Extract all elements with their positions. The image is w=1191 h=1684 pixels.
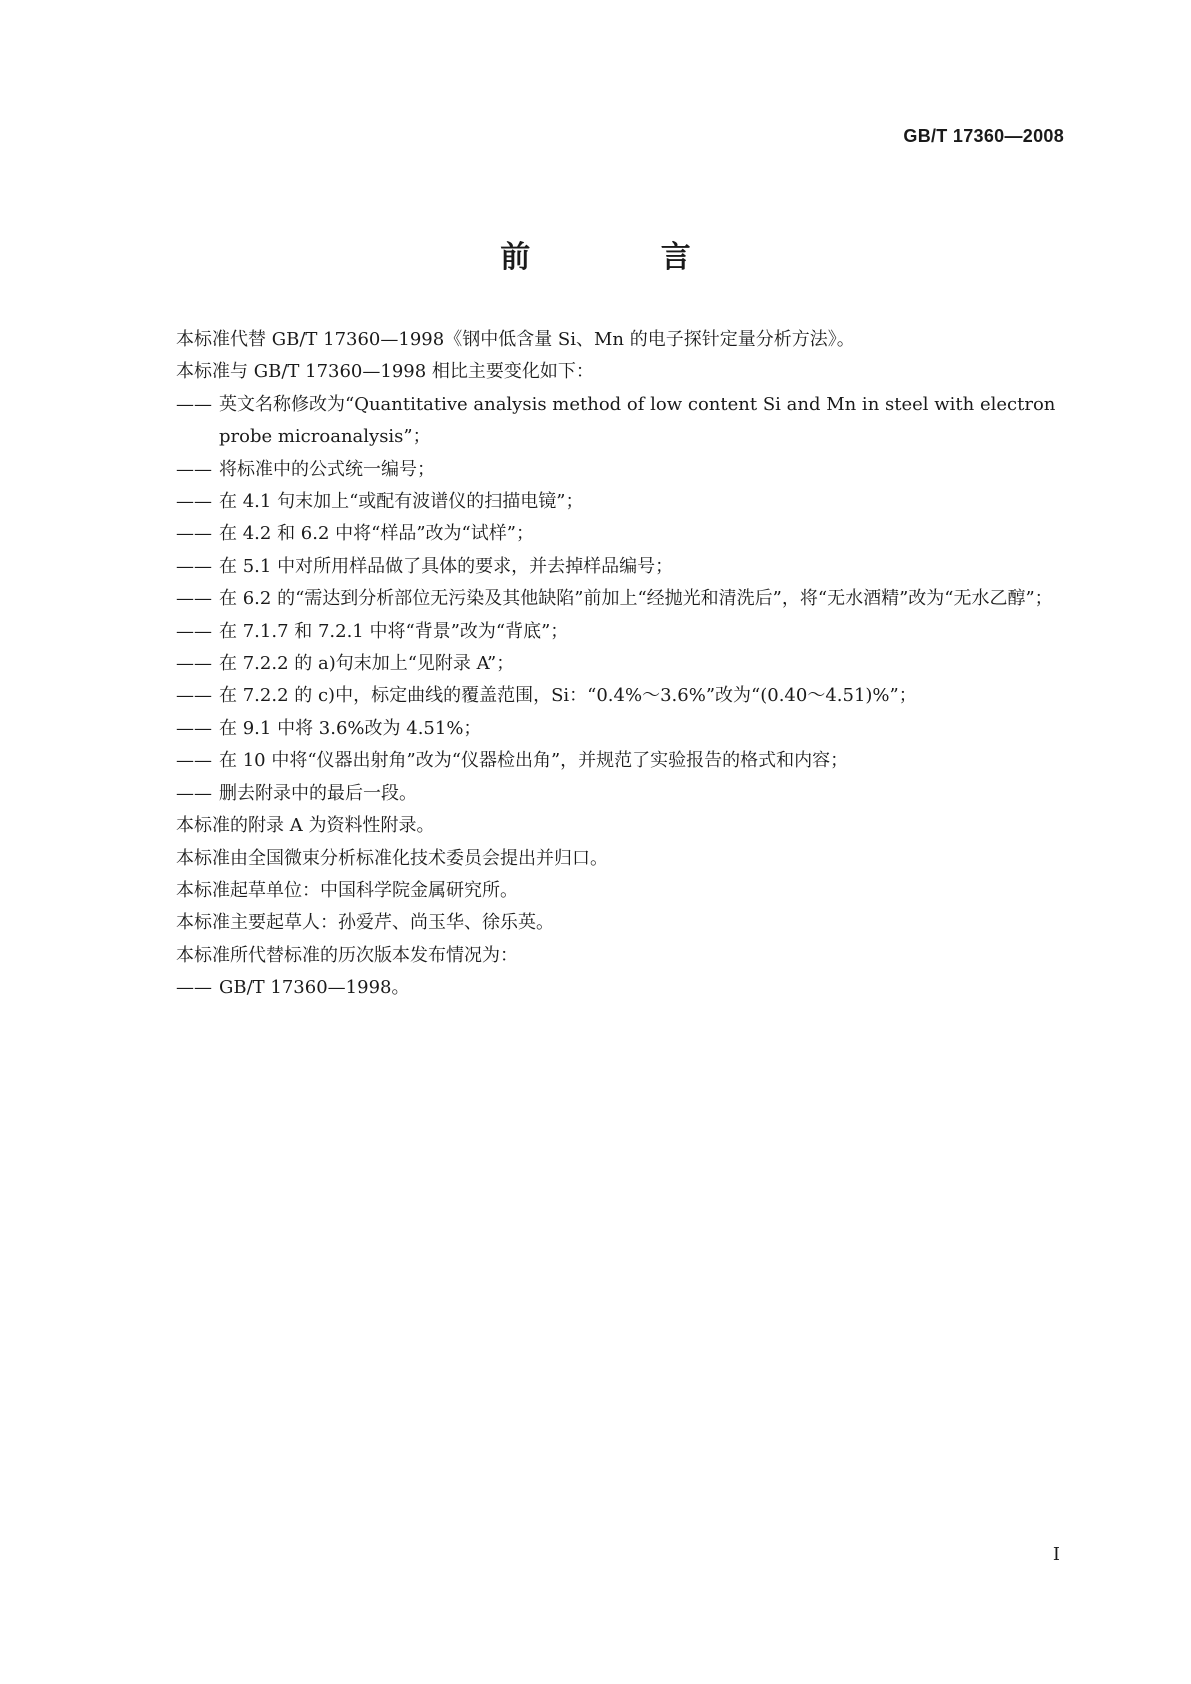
page-number: I: [1052, 1544, 1060, 1565]
dash-marker: ——: [176, 717, 212, 739]
dash-marker: ——: [176, 458, 212, 480]
closing-paragraph-annex: 本标准的附录 A 为资料性附录。: [176, 815, 435, 837]
dash-marker: ——: [176, 588, 212, 610]
list-item-text: 在 4.1 句末加上“或配有波谱仪的扫描电镜”；: [219, 491, 584, 513]
list-item-text: 在 7.1.7 和 7.2.1 中将“背景”改为“背底”；: [219, 620, 569, 642]
list-item: [176, 648, 1056, 680]
list-item: [176, 680, 1056, 712]
dash-marker: ——: [176, 620, 212, 642]
list-item-text: 在 10 中将“仪器出射角”改为“仪器检出角”，并规范了实验报告的格式和内容；: [219, 750, 849, 772]
dash-marker: ——: [176, 685, 212, 707]
dash-marker: ——: [176, 491, 212, 513]
list-item-text: 英文名称修改为“Quantitative analysis method of low content Si and Mn in steel with electron probe microanalysis”；: [219, 393, 1056, 448]
list-item: [176, 616, 1056, 648]
list-item-text: 在 9.1 中将 3.6%改为 4.51%；: [219, 717, 482, 739]
closing-paragraph-drafting-unit: 本标准起草单位：中国科学院金属研究所。: [176, 879, 518, 901]
list-item-text: 删去附录中的最后一段。: [219, 782, 417, 804]
dash-marker: ——: [176, 977, 212, 999]
list-item: [176, 713, 1056, 745]
closing-paragraph-proposer: 本标准由全国微束分析标准化技术委员会提出并归口。: [176, 847, 608, 869]
page-title: 前 言: [500, 240, 751, 275]
dash-marker: ——: [176, 393, 212, 415]
intro-paragraph-2: 本标准与 GB/T 17360—1998 相比主要变化如下：: [176, 361, 594, 383]
closing-paragraph-drafters: 本标准主要起草人：孙爱芹、尚玉华、徐乐英。: [176, 912, 554, 934]
list-item-text: GB/T 17360—1998。: [219, 977, 410, 999]
history-list: [176, 972, 1056, 1004]
list-item: [176, 778, 1056, 810]
dash-marker: ——: [176, 555, 212, 577]
changes-list: [176, 389, 1056, 810]
list-item-text: 在 6.2 的“需达到分析部位无污染及其他缺陷”前加上“经抛光和清洗后”，将“无水酒精”改为“无水乙醇”；: [219, 588, 1053, 610]
list-item-text: 在 7.2.2 的 c)中，标定曲线的覆盖范围，Si：“0.4%～3.6%”改为“(0.40～4.51)%”；: [219, 685, 917, 707]
list-item-text: 在 4.2 和 6.2 中将“样品”改为“试样”；: [219, 523, 534, 545]
closing-paragraph-history: 本标准所代替标准的历次版本发布情况为：: [176, 944, 518, 966]
dash-marker: ——: [176, 782, 212, 804]
list-item: [176, 486, 1056, 518]
list-item-text: 将标准中的公式统一编号；: [219, 458, 435, 480]
list-item: [176, 551, 1056, 583]
list-item: [176, 454, 1056, 486]
list-item-text: 在 7.2.2 的 a)句末加上“见附录 A”；: [219, 653, 515, 675]
list-item: [176, 745, 1056, 777]
intro-paragraph-1: 本标准代替 GB/T 17360—1998《钢中低含量 Si、Mn 的电子探针定量分析方法》。: [176, 329, 855, 350]
standard-code: GB/T 17360—2008: [903, 126, 1064, 146]
dash-marker: ——: [176, 523, 212, 545]
foreword-body: [176, 324, 1056, 1005]
dash-marker: ——: [176, 653, 212, 675]
list-item: [176, 518, 1056, 550]
list-item: [176, 583, 1056, 615]
list-item-text: 在 5.1 中对所用样品做了具体的要求，并去掉样品编号；: [219, 555, 674, 577]
list-item: [176, 389, 1056, 454]
list-item: [176, 972, 1056, 1004]
dash-marker: ——: [176, 750, 212, 772]
